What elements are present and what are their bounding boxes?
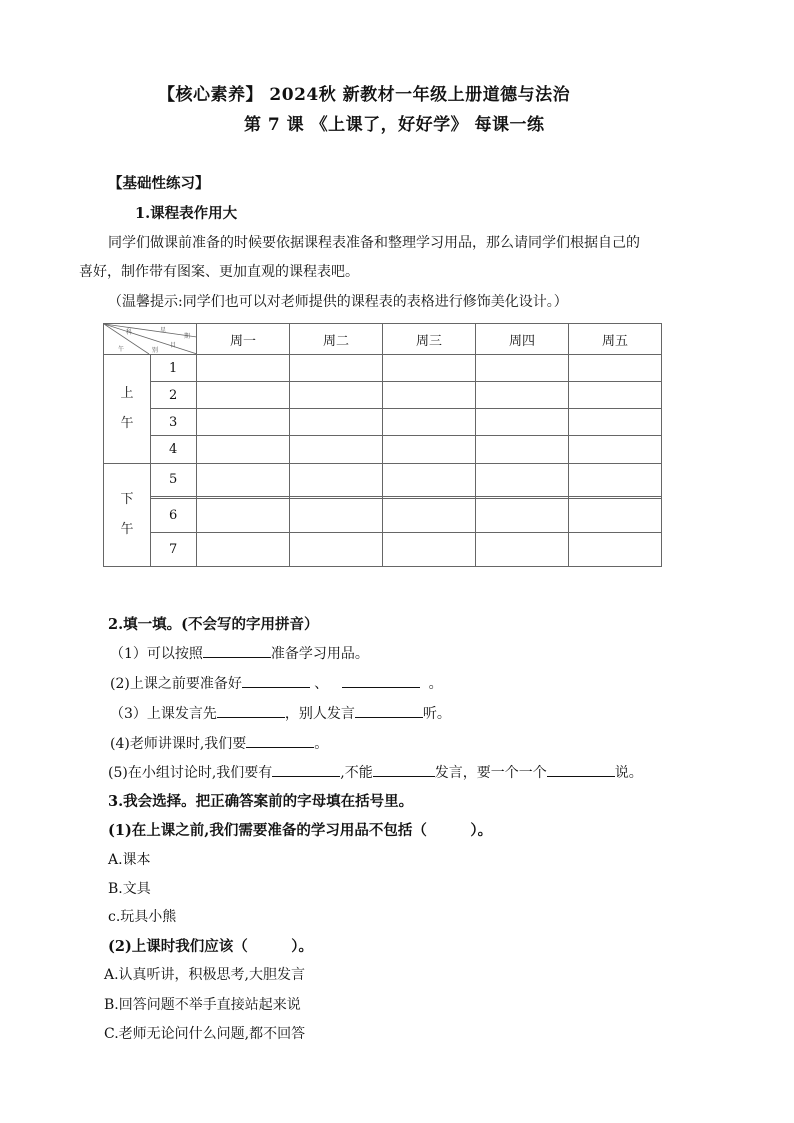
schedule-cell: [383, 436, 476, 463]
table-row: [104, 382, 662, 409]
period-number: 7: [151, 533, 197, 567]
q3-sub2-question: (2)上课时我们应该（ ）。: [108, 938, 314, 955]
q2-item-4: [110, 733, 328, 753]
table-row: [104, 409, 662, 436]
q2-heading: 2.填一填。(不会写的字用拼音）: [108, 616, 319, 633]
q1-paragraph-line1: 同学们做课前准备的时候要依据课程表准备和整理学习用品，那么请同学们根据自己的: [108, 235, 640, 251]
q2-item-text: 。: [428, 676, 443, 692]
q2-item-text: （1）可以按照: [110, 646, 203, 662]
schedule-cell: [383, 409, 476, 436]
q2-item-text: (4)老师讲课时,我们要: [110, 736, 247, 752]
schedule-cell: [290, 355, 383, 382]
page-title-line1: 【核心素养】 2024秋 新教材一年级上册道德与法治: [158, 85, 571, 105]
schedule-cell: [197, 409, 290, 436]
schedule-cell: [197, 355, 290, 382]
afternoon-label-char: 午: [120, 521, 134, 537]
q1-heading: 1.课程表作用大: [135, 205, 238, 222]
q2-item-3: [110, 703, 451, 723]
schedule-cell: [290, 463, 383, 497]
table-row: [104, 463, 662, 497]
q2-item-text: 发言，要一个一个: [434, 765, 547, 781]
fill-blank[interactable]: [203, 643, 271, 658]
corner-label: 星: [160, 327, 167, 334]
afternoon-label: [104, 463, 151, 567]
q2-item-text: 准备学习用品。: [270, 646, 369, 662]
schedule-cell: [476, 499, 569, 533]
schedule-cell: [476, 409, 569, 436]
morning-label-char: 午: [120, 415, 134, 431]
day-header: 周一: [197, 324, 290, 355]
day-header: 周二: [290, 324, 383, 355]
q2-item-text: (2)上课之前要准备好: [110, 676, 242, 692]
q3-sub2-option-a[interactable]: A.认真听讲，积极思考,大胆发言: [104, 967, 306, 983]
q2-item-text: ，别人发言: [284, 706, 355, 722]
period-number: 5: [151, 463, 197, 497]
q2-item-text: 。: [314, 736, 329, 752]
q2-item-2: [110, 673, 443, 693]
table-row: [104, 355, 662, 382]
schedule-cell: [569, 355, 662, 382]
fill-blank[interactable]: [373, 762, 435, 777]
schedule-cell: [197, 533, 290, 567]
q2-item-5: [108, 762, 643, 782]
q1-tip: （温馨提示:同学们也可以对老师提供的课程表的表格进行修饰美化设计。）: [108, 294, 568, 310]
fill-blank[interactable]: [547, 762, 615, 777]
day-header: 周三: [383, 324, 476, 355]
table-row: [104, 533, 662, 567]
fill-blank[interactable]: [242, 673, 310, 688]
q2-item-text: （3）上课发言先: [110, 706, 217, 722]
schedule-cell: [197, 463, 290, 497]
q2-item-text: 听。: [422, 706, 451, 722]
schedule-header-row: [104, 324, 662, 355]
corner-label: 期: [184, 333, 191, 340]
schedule-cell: [569, 533, 662, 567]
morning-label-char: 上: [120, 385, 134, 401]
fill-blank[interactable]: [355, 703, 423, 718]
q2-item-text: 说。: [614, 765, 643, 781]
morning-label: [104, 355, 151, 464]
q2-item-text: (5)在小组讨论时,我们要有: [108, 765, 273, 781]
period-number: 2: [151, 382, 197, 409]
q3-sub1-option-a[interactable]: A.课本: [108, 852, 151, 868]
schedule-cell: [290, 499, 383, 533]
schedule-cell: [290, 382, 383, 409]
schedule-cell: [476, 382, 569, 409]
q3-heading: 3.我会选择。把正确答案前的字母填在括号里。: [108, 793, 414, 810]
q3-sub2-option-b[interactable]: B.回答问题不举手直接站起来说: [104, 997, 301, 1013]
q2-item-text: 、: [314, 676, 329, 692]
schedule-cell: [476, 463, 569, 497]
corner-label: 别: [152, 347, 159, 354]
period-number: 1: [151, 355, 197, 382]
page-title-line2: 第 7 课 《上课了，好好学》 每课一练: [244, 115, 545, 135]
schedule-cell: [569, 382, 662, 409]
period-number: 4: [151, 436, 197, 463]
schedule-cell: [383, 533, 476, 567]
corner-label: 目: [170, 342, 177, 349]
q3-sub1-question: (1)在上课之前,我们需要准备的学习用品不包括（ ）。: [108, 822, 493, 839]
schedule-table: [103, 323, 662, 567]
q3-sub1-option-c[interactable]: c.玩具小熊: [108, 909, 177, 925]
q2-item-text: ,不能: [340, 765, 373, 781]
section-basic-practice: 【基础性练习】: [108, 175, 210, 192]
corner-label: 午: [118, 346, 125, 353]
schedule-cell: [476, 436, 569, 463]
period-number: 6: [151, 499, 197, 533]
day-header: 周五: [569, 324, 662, 355]
schedule-cell: [197, 436, 290, 463]
fill-blank[interactable]: [272, 762, 340, 777]
schedule-cell: [476, 533, 569, 567]
schedule-cell: [290, 409, 383, 436]
fill-blank[interactable]: [217, 703, 285, 718]
schedule-cell: [569, 463, 662, 497]
corner-label: 科: [126, 329, 133, 336]
schedule-cell: [197, 499, 290, 533]
fill-blank[interactable]: [246, 733, 314, 748]
schedule-corner-cell: [104, 324, 197, 355]
period-number: 3: [151, 409, 197, 436]
schedule-cell: [290, 533, 383, 567]
schedule-cell: [383, 355, 476, 382]
schedule-cell: [476, 355, 569, 382]
q2-item-1: [110, 643, 369, 663]
schedule-cell: [197, 382, 290, 409]
schedule-cell: [569, 436, 662, 463]
q1-paragraph-line2: 喜好，制作带有图案、更加直观的课程表吧。: [79, 264, 359, 280]
schedule-cell: [290, 436, 383, 463]
schedule-cell: [383, 382, 476, 409]
schedule-cell: [383, 463, 476, 497]
schedule-cell: [383, 499, 476, 533]
fill-blank[interactable]: [342, 673, 420, 688]
q3-sub1-option-b[interactable]: B.文具: [108, 881, 151, 897]
table-row: [104, 499, 662, 533]
table-row: [104, 436, 662, 463]
q3-sub2-option-c[interactable]: C.老师无论问什么问题,都不回答: [104, 1026, 306, 1042]
schedule-cell: [569, 499, 662, 533]
afternoon-label-char: 下: [120, 491, 134, 507]
day-header: 周四: [476, 324, 569, 355]
schedule-cell: [569, 409, 662, 436]
